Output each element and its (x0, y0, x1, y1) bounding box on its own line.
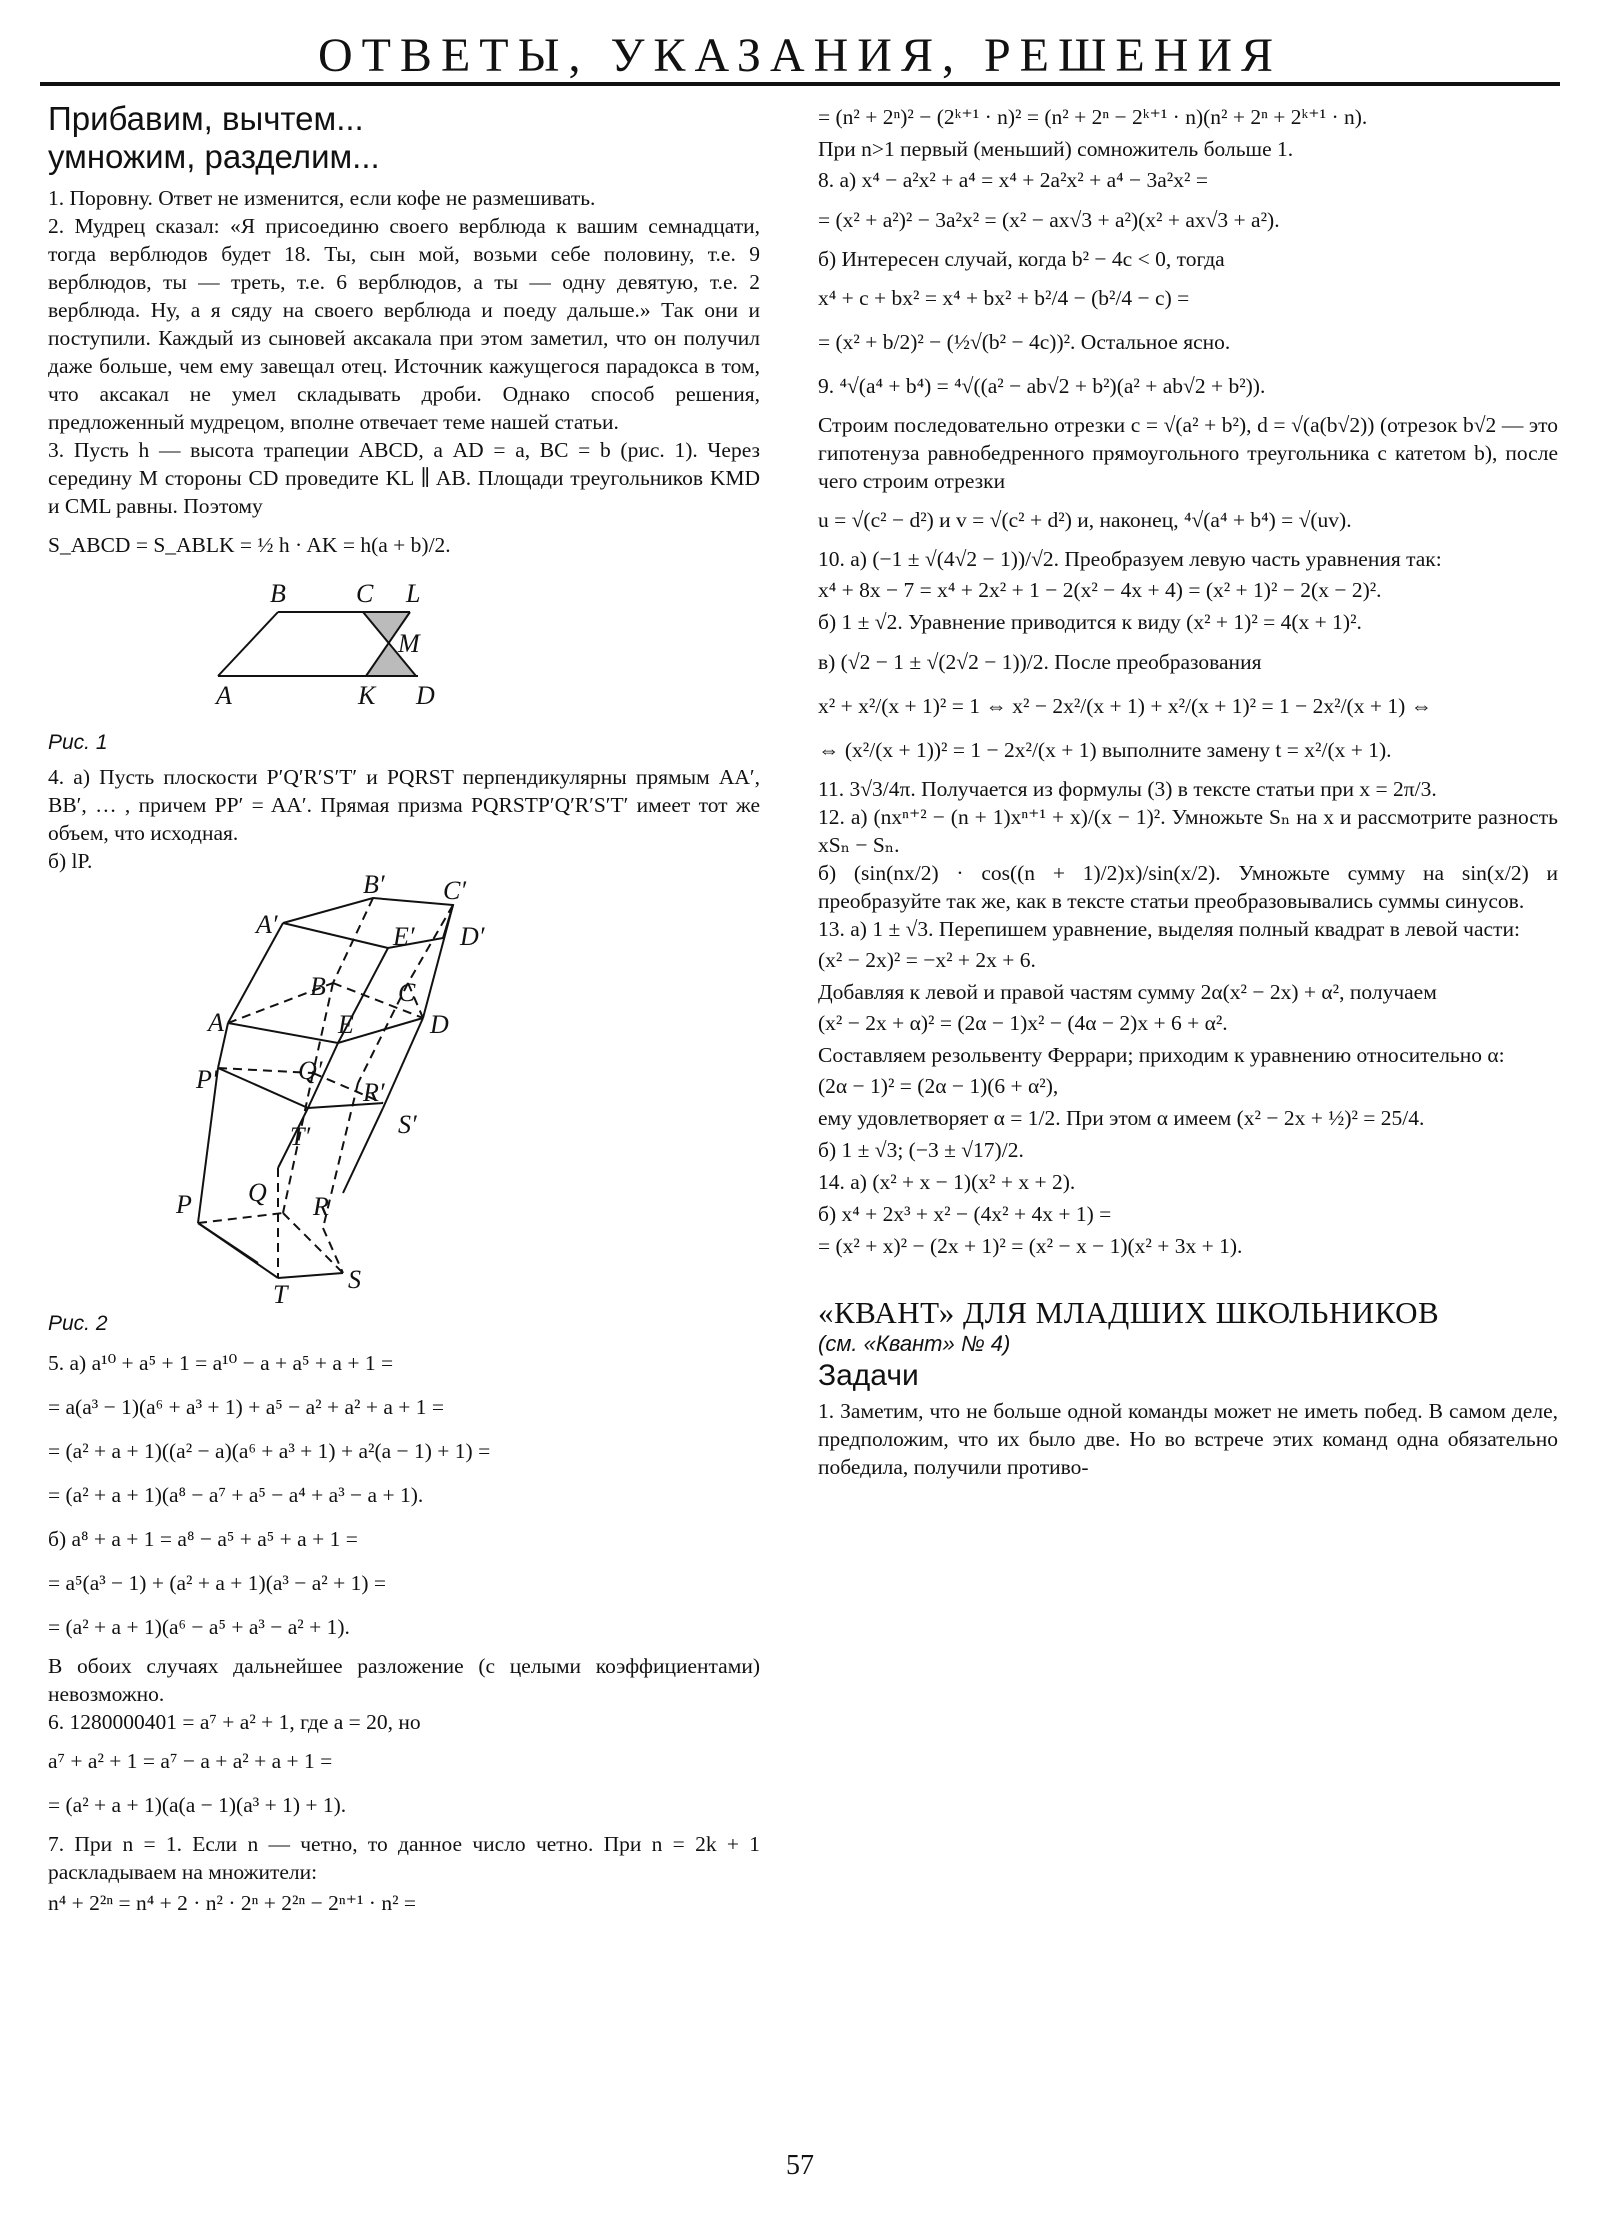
fig2-label-c: C (398, 978, 416, 1007)
fig2-label-b1: B′ (363, 870, 385, 899)
fig2-label-a: A (208, 1008, 224, 1037)
answer-13-eq4: ему удовлетворяет α = 1/2. При этом α имеем (x² − 2x + ½)² = 25/4. (818, 1106, 1425, 1130)
right-column (818, 100, 1558, 1481)
figure-1-caption: Рис. 1 (48, 731, 108, 754)
answer-5-line: = a⁵(a³ − 1) + (a² + a + 1)(a³ − a² + 1) = (48, 1571, 386, 1595)
answer-6: 6. 1280000401 = a⁷ + a² + 1, где a = 20, но (48, 1710, 421, 1734)
left-column (48, 100, 760, 1921)
fig2-label-d1: D′ (460, 922, 485, 951)
answer-13-eq3: (2α − 1)² = (2α − 1)(6 + α²), (818, 1074, 1059, 1098)
answer-13-text2: Составляем резольвенту Феррари; приходим к уравнению относительно α: (818, 1043, 1505, 1067)
figure-1 (218, 572, 760, 727)
kvant-section-title: «КВАНТ» ДЛЯ МЛАДШИХ ШКОЛЬНИКОВ (818, 1295, 1440, 1330)
answer-7: 7. При n = 1. Если n — четно, то данное число четно. При n = 2k + 1 раскладываем на множители: (48, 1832, 760, 1884)
fig2-label-p: P (176, 1190, 192, 1219)
answer-9-end: u = √(c² − d²) и v = √(c² + d²) и, наконец, ⁴√(a⁴ + b⁴) = √(uv). (818, 508, 1352, 532)
answer-9-text: Строим последовательно отрезки c = √(a² + b²), d = √(a(b√2)) (отрезок b√2 — это гипотенуза равнобедренного прямоугольного треугольника с катетом b), после чего строим отрезки (818, 413, 1558, 493)
answer-8a-cont: = (x² + a²)² − 3a²x² = (x² − ax√3 + a²)(x² + ax√3 + a²). (818, 208, 1280, 232)
trapezoid-diagram (218, 572, 478, 722)
answer-13b: б) 1 ± √3; (−3 ± √17)/2. (818, 1138, 1024, 1162)
answer-13-text1: Добавляя к левой и правой частям сумму 2α(x² − 2x) + α², получаем (818, 980, 1437, 1004)
answer-6-line: a⁷ + a² + 1 = a⁷ − a + a² + a + 1 = (48, 1749, 333, 1773)
answer-5-line: = a(a³ − 1)(a⁶ + a³ + 1) + a⁵ − a² + a² + a + 1 = (48, 1395, 445, 1419)
answer-9: 9. ⁴√(a⁴ + b⁴) = ⁴√((a² − ab√2 + b²)(a² + ab√2 + b²)). (818, 374, 1266, 398)
section-title-line-1: Прибавим, вычтем... (48, 100, 364, 137)
fig2-label-a1: A′ (256, 910, 278, 939)
header-rule (40, 82, 1560, 86)
answer-12a: 12. а) (nxⁿ⁺² − (n + 1)xⁿ⁺¹ + x)/(x − 1)². Умножьте Sₙ на x и рассмотрите разность xSₙ − Sₙ. (818, 805, 1558, 857)
answer-13-eq1: (x² − 2x)² = −x² + 2x + 6. (818, 948, 1036, 972)
answer-14b-cont: = (x² + x)² − (2x + 1)² = (x² − x − 1)(x² + 3x + 1). (818, 1234, 1243, 1258)
fig2-label-b: B (310, 972, 326, 1001)
answer-10c-eq1: x² + x²/(x + 1)² = 1 ⇔ x² − 2x²/(x + 1) + x²/(x + 1)² = 1 − 2x²/(x + 1) ⇔ (818, 694, 1433, 718)
answer-5-line: 5. а) a¹⁰ + a⁵ + 1 = a¹⁰ − a + a⁵ + a + 1 = (48, 1351, 394, 1375)
task-1: 1. Заметим, что не больше одной команды может не иметь побед. В самом деле, предположим, что их было две. Но во встрече этих команд одна обязательно победила, получили противо- (818, 1399, 1558, 1479)
fig1-label-c: C (356, 579, 374, 608)
prism-diagram (176, 870, 538, 1309)
answer-7-cont: = (n² + 2ⁿ)² − (2ᵏ⁺¹ · n)² = (n² + 2ⁿ − 2ᵏ⁺¹ · n)(n² + 2ⁿ + 2ᵏ⁺¹ · n). (818, 105, 1368, 129)
answer-6-line: = (a² + a + 1)(a(a − 1)(a³ + 1) + 1). (48, 1793, 347, 1817)
fig2-label-e1: E′ (393, 922, 415, 951)
fig2-label-r: R (313, 1192, 329, 1221)
answer-10a: 10. а) (−1 ± √(4√2 − 1))/√2. Преобразуем левую часть уравнения так: (818, 547, 1442, 571)
answer-10c-eq2: ⇔ (x²/(x + 1))² = 1 − 2x²/(x + 1) выполните замену t = x²/(x + 1). (818, 738, 1392, 762)
figure-2 (176, 870, 760, 1309)
answer-14a: 14. а) (x² + x − 1)(x² + x + 2). (818, 1170, 1076, 1194)
answer-5-line: = (a² + a + 1)(a⁶ − a⁵ + a³ − a² + 1). (48, 1615, 350, 1639)
fig2-label-d: D (430, 1010, 449, 1039)
answer-5-note: В обоих случаях дальнейшее разложение (с целыми коэффициентами) невозможно. (48, 1654, 760, 1706)
fig1-label-l: L (406, 579, 421, 608)
answer-5-line: б) a⁸ + a + 1 = a⁸ − a⁵ + a⁵ + a + 1 = (48, 1527, 358, 1551)
figure-2-caption: Рис. 2 (48, 1312, 108, 1335)
fig2-label-q1: Q′ (298, 1056, 323, 1085)
answer-4b: б) lP. (48, 849, 93, 873)
answer-10a-eq: x⁴ + 8x − 7 = x⁴ + 2x² + 1 − 2(x² − 4x + 4) = (x² + 1)² − 2(x − 2)². (818, 578, 1382, 602)
answer-14b: б) x⁴ + 2x³ + x² − (4x² + 4x + 1) = (818, 1202, 1112, 1226)
section-title (48, 100, 760, 176)
answer-1: 1. Поровну. Ответ не изменится, если кофе не размешивать. (48, 186, 596, 210)
fig2-label-e: E (338, 1010, 354, 1039)
answer-2: 2. Мудрец сказал: «Я присоединю своего верблюда к вашим семнадцати, тогда верблюдов будет 18. Ты, сын мой, возьми себе половину, т.е. 9 верблюдов, ты — треть, т.е. 6 верблюдов, а ты — одну девятую, т.е. 2 верблюда. Ну, а я сяду на своего верблюда и поеду дальше.» Так они и поступили. Каждый из сыновей аксакала при этом заметил, что он получил даже больше, чем ему завещал отец. Источник кажущегося парадокса в том, что аксакал не умел складывать дроби. Однако способ решения, предложенный мудрецом, вполне отвечает теме нашей статьи. (48, 214, 760, 434)
page-number: 57 (786, 2150, 814, 2181)
answer-7-line: n⁴ + 2²ⁿ = n⁴ + 2 · n² · 2ⁿ + 2²ⁿ − 2ⁿ⁺¹ · n² = (48, 1891, 417, 1915)
answer-8b-eq2: = (x² + b/2)² − (½√(b² − 4c))². Остальное ясно. (818, 330, 1231, 354)
fig2-label-t: T (273, 1280, 288, 1309)
answer-7-note: При n>1 первый (меньший) сомножитель больше 1. (818, 137, 1294, 161)
section-title-line-2: умножим, разделим... (48, 138, 380, 175)
fig1-label-b: B (270, 579, 286, 608)
answer-13a: 13. а) 1 ± √3. Перепишем уравнение, выделяя полный квадрат в левой части: (818, 917, 1520, 941)
answer-8b-eq1: x⁴ + c + bx² = x⁴ + bx² + b²/4 − (b²/4 − c) = (818, 286, 1190, 310)
fig1-label-m: M (398, 629, 420, 658)
kvant-section-subtitle: (см. «Квант» № 4) (818, 1331, 1011, 1356)
answer-3: 3. Пусть h — высота трапеции ABCD, а AD = a, BC = b (рис. 1). Через середину M стороны CD проведите KL ∥ AB. Площади треугольников KMD и CML равны. Поэтому (48, 438, 760, 518)
answer-11: 11. 3√3/4π. Получается из формулы (3) в тексте статьи при x = 2π/3. (818, 777, 1437, 801)
answer-10b: б) 1 ± √2. Уравнение приводится к виду (x² + 1)² = 4(x + 1)². (818, 610, 1362, 634)
answer-10c: в) (√2 − 1 ± √(2√2 − 1))/2. После преобразования (818, 650, 1262, 674)
answer-4a: 4. а) Пусть плоскости P′Q′R′S′T′ и PQRST перпендикулярны прямым AA′, BB′, … , причем PP′ = AA′. Прямая призма PQRSTP′Q′R′S′T′ имеет тот же объем, что исходная. (48, 765, 760, 845)
answer-12b: б) (sin(nx/2) · cos((n + 1)/2)x)/sin(x/2). Умножьте сумму на sin(x/2) и преобразуйте так же, как в тексте статьи преобразовывались суммы синусов. (818, 861, 1558, 913)
fig2-label-p1: P′ (196, 1065, 218, 1094)
page-header (40, 22, 1560, 88)
fig2-label-r1: R′ (363, 1078, 385, 1107)
fig2-label-c1: C′ (443, 876, 467, 905)
fig2-label-q: Q (248, 1178, 267, 1207)
fig1-label-k: K (358, 681, 376, 710)
answer-8a: 8. а) x⁴ − a²x² + a⁴ = x⁴ + 2a²x² + a⁴ − 3a²x² = (818, 168, 1208, 192)
answer-5-line: = (a² + a + 1)((a² − a)(a⁶ + a³ + 1) + a²(a − 1) + 1) = (48, 1439, 491, 1463)
answer-5-line: = (a² + a + 1)(a⁸ − a⁷ + a⁵ − a⁴ + a³ − a + 1). (48, 1483, 424, 1507)
answer-13-eq2: (x² − 2x + α)² = (2α − 1)x² − (4α − 2)x + 6 + α². (818, 1011, 1228, 1035)
fig1-label-d: D (416, 681, 435, 710)
fig2-label-s: S (348, 1265, 361, 1294)
fig2-label-t1: T′ (290, 1122, 311, 1151)
tasks-heading: Задачи (818, 1359, 919, 1392)
equation-3: S_ABCD = S_ABLK = ½ h · AK = h(a + b)/2. (48, 533, 451, 557)
answer-8b: б) Интересен случай, когда b² − 4c < 0, тогда (818, 247, 1225, 271)
fig2-label-s1: S′ (398, 1110, 417, 1139)
header-title: ОТВЕТЫ, УКАЗАНИЯ, РЕШЕНИЯ (317, 29, 1283, 82)
fig1-label-a: A (216, 681, 232, 710)
